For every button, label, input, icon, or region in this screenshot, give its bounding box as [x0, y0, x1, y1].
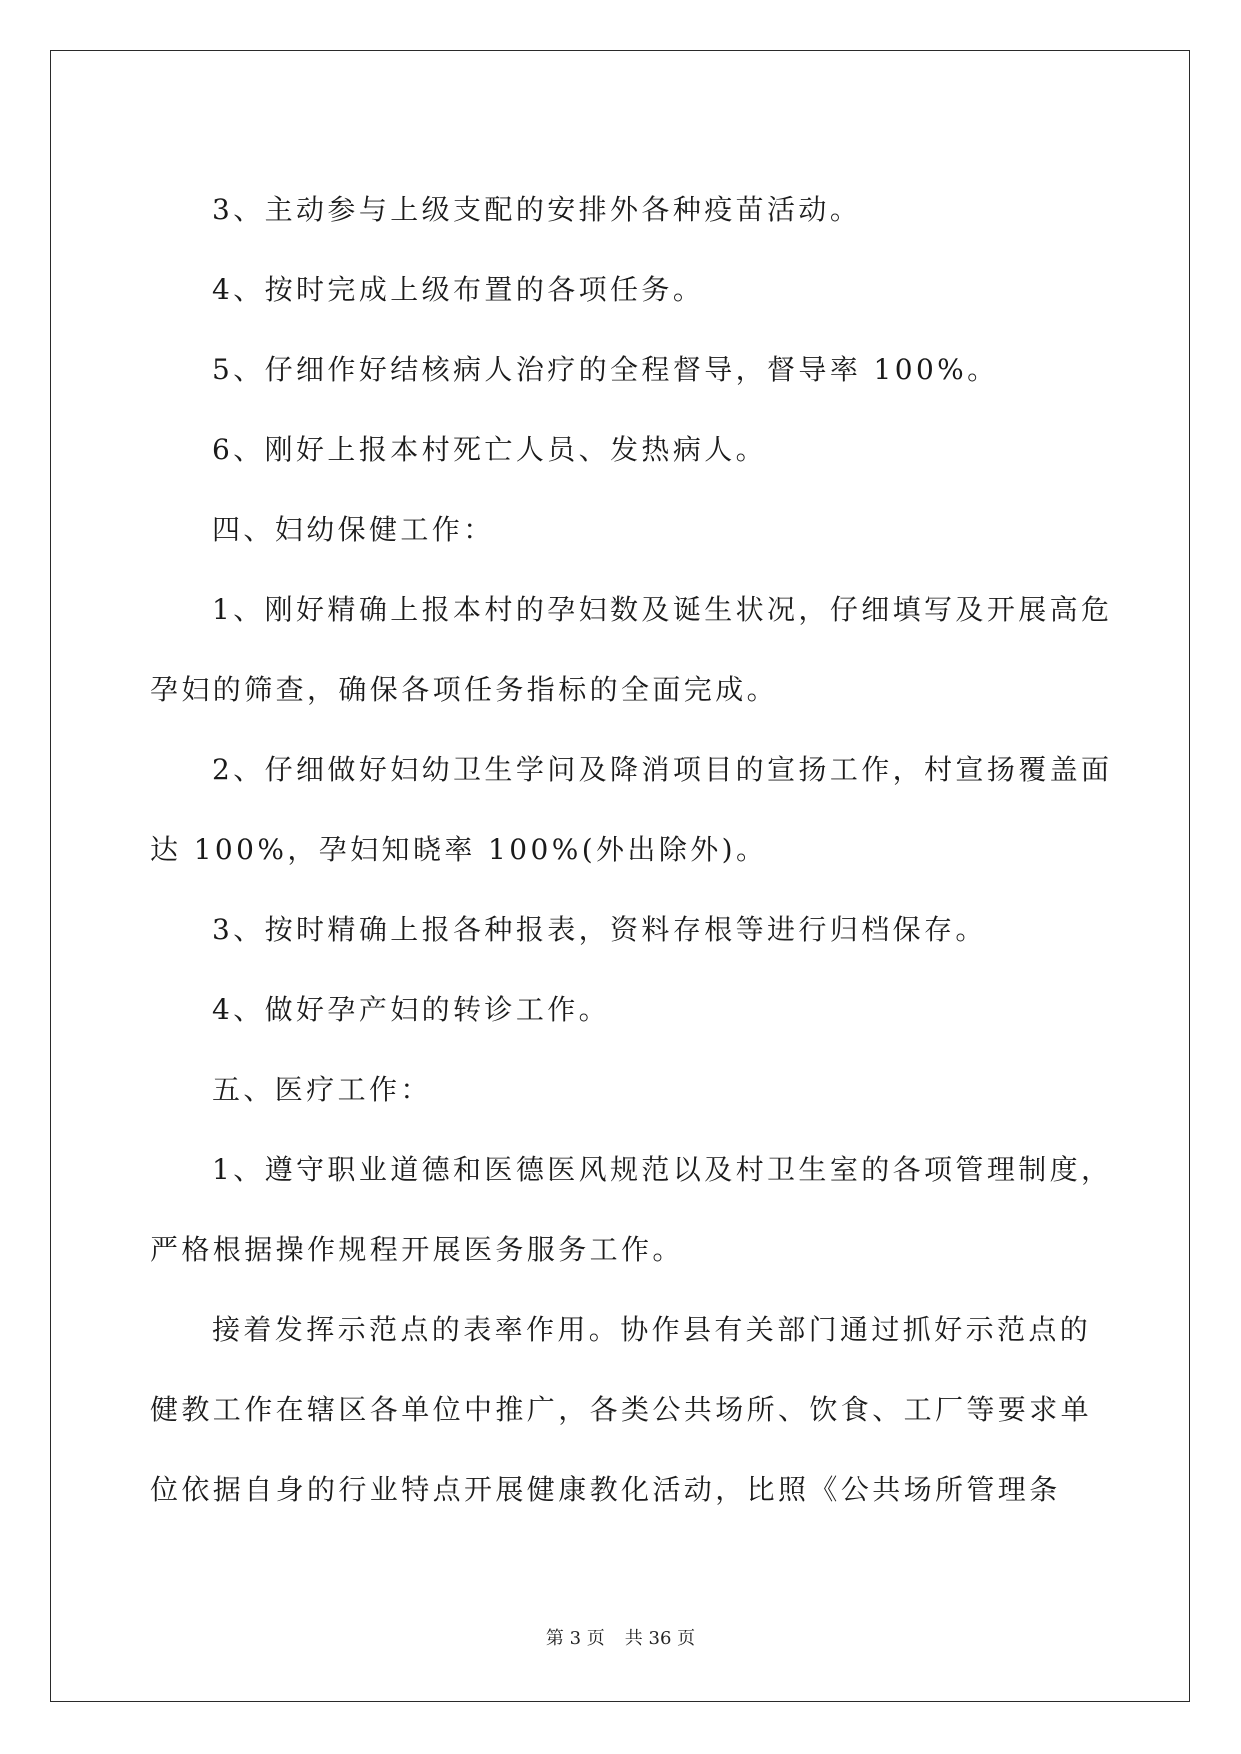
paragraph: 6、刚好上报本村死亡人员、发热病人。 — [212, 433, 768, 466]
page-number: 第 3 页 — [545, 1628, 605, 1649]
paragraph-line: 1、刚好精确上报本村的孕妇数及诞生状况，仔细填写及开展高危 — [212, 593, 1113, 626]
document-body — [150, 170, 1113, 1530]
paragraph: 3、按时精确上报各种报表，资料存根等进行归档保存。 — [212, 913, 987, 946]
paragraph-line: 1、遵守职业道德和医德医风规范以及村卫生室的各项管理制度， — [212, 1153, 1113, 1186]
paragraph-line: 健教工作在辖区各单位中推广，各类公共场所、饮食、工厂等要求单 — [150, 1393, 1093, 1426]
section-heading: 五、医疗工作： — [212, 1073, 432, 1106]
paragraph: 5、仔细作好结核病人治疗的全程督导，督导率 100%。 — [212, 353, 999, 386]
paragraph: 3、主动参与上级支配的安排外各种疫苗活动。 — [212, 193, 862, 226]
paragraph-line: 接着发挥示范点的表率作用。协作县有关部门通过抓好示范点的 — [212, 1313, 1092, 1346]
page-footer — [0, 1624, 1241, 1650]
paragraph: 4、做好孕产妇的转诊工作。 — [212, 993, 611, 1026]
paragraph: 4、按时完成上级布置的各项任务。 — [212, 273, 705, 306]
section-heading: 四、妇幼保健工作： — [212, 513, 495, 546]
paragraph-line: 2、仔细做好妇幼卫生学问及降消项目的宣扬工作，村宣扬覆盖面 — [212, 753, 1113, 786]
paragraph-line: 达 100%，孕妇知晓率 100%(外出除外)。 — [150, 833, 768, 866]
paragraph-line: 严格根据操作规程开展医务服务工作。 — [150, 1233, 684, 1266]
page-total: 共 36 页 — [624, 1628, 696, 1649]
paragraph-line: 位依据自身的行业特点开展健康教化活动，比照《公共场所管理条 — [150, 1473, 1061, 1506]
paragraph-line: 孕妇的筛查，确保各项任务指标的全面完成。 — [150, 673, 779, 706]
